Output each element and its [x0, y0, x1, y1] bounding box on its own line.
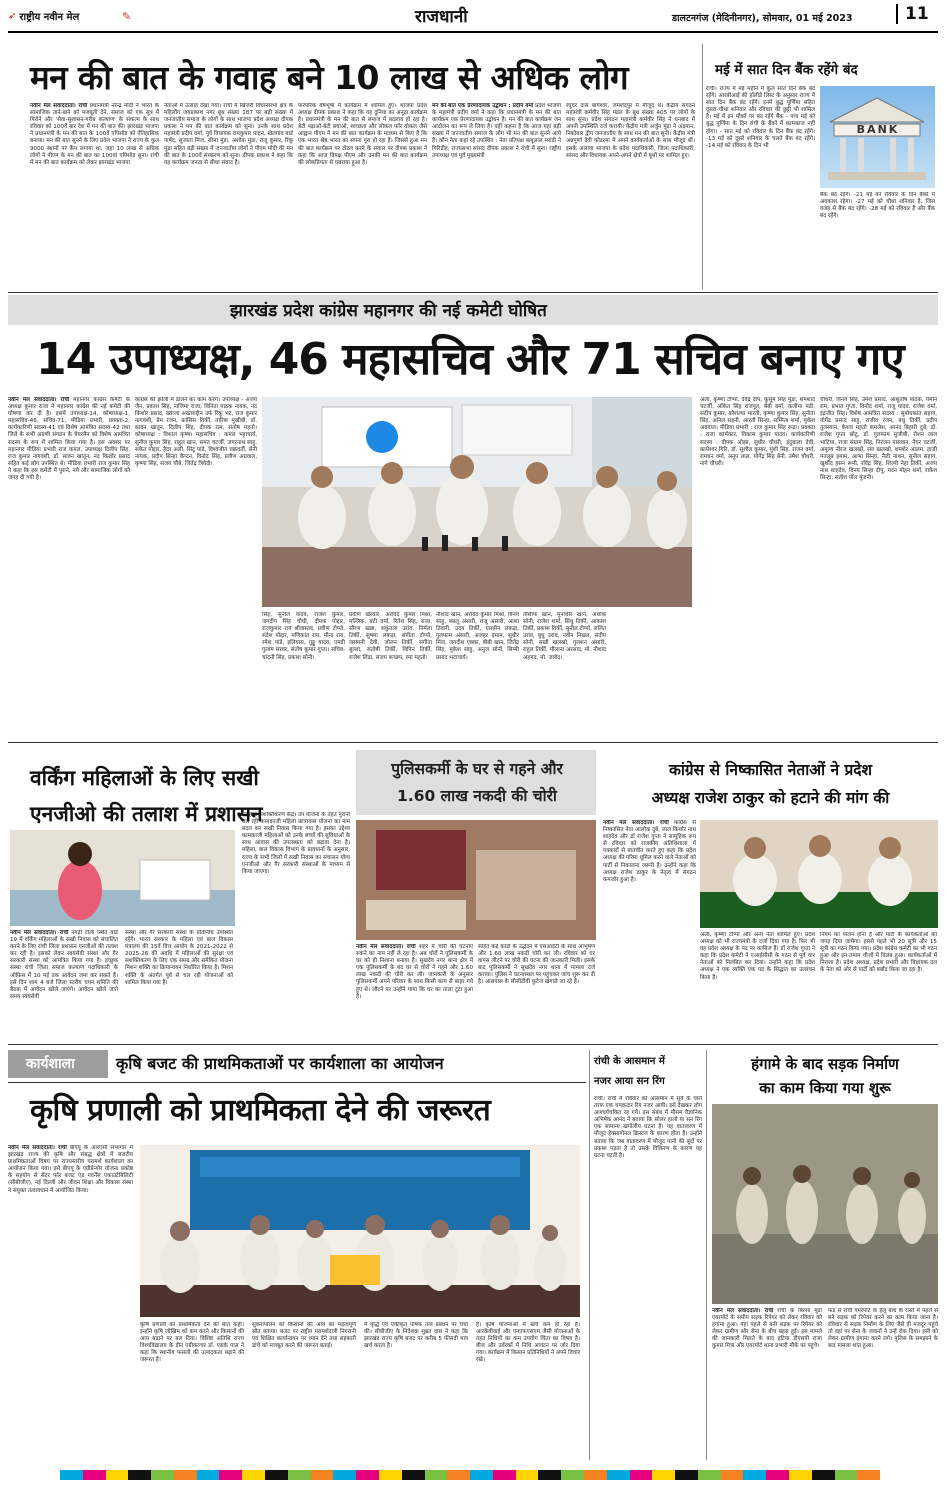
- road-headline: हंगामे के बाद सड़क निर्माण का काम किया गया शुरू: [751, 1055, 899, 1097]
- bank-building-icon: [820, 86, 935, 188]
- page-number: 11: [896, 4, 929, 24]
- bank-sign: BANK: [856, 123, 900, 136]
- bank-col-1: रांची। राज्य में मई महीने में कुल सात दिन बैंक बंद रहेंगे। आरबीआई की हॉलीडे लिस्ट के अनुसार राज्य में सात दिन बैंक बंद रहेंगे। इनमें बुद्ध पूर्णिमा सहित दूसरा-चौथा शनिवार और रविवार की छुट्टी भी शामिल है। मई में इन मौकों पर बंद रहेंगे बैंक - पांच मई को बुद्ध पूर्णिमा के दिन रांची के बैंकों में कामकाज नहीं होगा। - सात मई को रविवार के दिन बैंक बंद रहेंगे। -13 मई को दूसरे शनिवार के चलते बैंक बंद रहेंगे। -14 मई को रविवार के दिन भी: [706, 86, 815, 149]
- congress-col-1: नवीन मेल संवाददाता। रांची महानगर कांग्रेस कमेटी के अध्यक्ष कुमार राजा ने महानगर कांग्रेस की नई कमेटी की घोषणा कर दी है। इसमें उपाध्यक्ष-14, कोषाध्यक्ष-1, महासचिव-46, सचिव-71, मीडिया प्रभारी, प्रवक्ता-2, कार्यकारिणी सदस्य-41 एवं विशेष आमंत्रित सदस्य-42 तथा जिले के सभी अग्रणी संगठन के चेयरमैन को विशेष आमंत्रित सदस्य के रूप में शामिल किया गया है। इस अवसर पर महानगर मीडिया प्रभारी राज कमल, उपाध्यक्ष दिलीप सिंह, राज कुमार नागवंशी, डॉ. सावन खातून, नंद किशोर प्रसाद सहित कई लोग उपस्थित थे। मीडिया प्रभारी राज कुमार सिंह ने कहा कि इस कमेटी में पुराने, नये और सामाजिक लोगों को जगह दी गयी है।: [8, 397, 130, 482]
- color-swatch: [789, 1470, 812, 1480]
- ring-headline: रांची के आसमान में नजर आया सन रिंग: [594, 1056, 665, 1087]
- color-swatch: [333, 1470, 356, 1480]
- color-swatch: [857, 1470, 880, 1480]
- bank-photo: [820, 86, 935, 188]
- congress-press-photo: [262, 397, 692, 607]
- bank-col-2: बैंक बंद रहेंगे। -21 मई को रविवार के दिन बैंकों में अवकाश रहेगा। -27 मई को चौथा शनिवार है, जिस वजह से बैंक बंद रहेंगे। -28 मई को रविवार है और बैंक बंद रहेंगे।: [820, 192, 935, 220]
- masthead-text: राष्ट्रीय नवीन मेल: [19, 12, 80, 23]
- color-swatch: [516, 1470, 539, 1480]
- section-title: राजधानी: [415, 7, 468, 27]
- road-photo: [712, 1104, 938, 1304]
- color-swatch: [379, 1470, 402, 1480]
- agri-col-4: में वृद्धि एवं एकीकृत पोषक तत्व प्रबंधन पर चर्चा की। सीबीजीए के निदेशक सुब्रत दास ने कहा कि झारखंड राज्य कृषि बजट पर करीब 5 फीसदी मात्र खर्च करता है।: [364, 1322, 468, 1350]
- color-swatch: [242, 1470, 265, 1480]
- color-swatch: [60, 1470, 83, 1480]
- color-strip: [60, 1470, 880, 1480]
- color-swatch: [83, 1470, 106, 1480]
- color-swatch: [652, 1470, 675, 1480]
- lead-col-5: रघुवर दास बागेश्वर, जमशेदपुर में मौजूद थे। केंद्रीय संगठन महामंत्री कर्मवीर सिंह मंडल के बूथ संख्या 405 पर लोगों के साथ सुना। प्रदेश संगठन महामंत्री कर्मवीर सिंह ने धनबाद में अपनी उपस्थिति दर्ज करायी। केंद्रीय मंत्री अर्जुन मुंडा ने अंडमान, निकोबार द्वीप जनजातीय के साथ मन की बात सुनी। केंद्रीय मंत्री अन्नपूर्णा देवी कोडरमा में अपने कार्यकर्ताओं के साथ मौजूद थीं। इसके अलावा भाजपा के प्रदेश पदाधिकारी, जिला पदाधिकारी, सांसद और विधायक अपने-अपने क्षेत्रों में बूथों पर शामिल हुए।: [566, 103, 695, 159]
- color-swatch: [265, 1470, 288, 1480]
- masthead: [8, 9, 79, 23]
- color-swatch: [425, 1470, 448, 1480]
- women-headline: वर्किंग महिलाओं के लिए सखी एनजीओ की तलाश में प्रशासन: [30, 766, 263, 826]
- color-swatch: [835, 1470, 858, 1480]
- expelled-headline: कांग्रेस से निष्कासित नेताओं ने प्रदेश अध्यक्ष राजेश ठाकुर को हटाने की मांग की: [651, 761, 890, 807]
- lead-headline: मन की बात के गवाह बने 10 लाख से अधिक लोग: [30, 58, 629, 97]
- lead-subhead: मन की बात एक प्रेरणादायक उद्बोधन : प्रदीप वर्मा: [432, 103, 534, 109]
- color-swatch: [766, 1470, 789, 1480]
- color-swatch: [128, 1470, 151, 1480]
- ring-col-1: रांची। रांची में रविवार को आसमान में सूर्य के चारों तरफ एक चमकदार रिंग नजर आयी। इसे देखकर लोग आश्चर्यचकित रह गये। इस संबंध में मौसम वैज्ञानिक अभिषेक आनंद ने बताया कि सोलर हालो या सन रिंग एक सामान्य खगोलीय घटना है। यह वातावरण में मौजूद हेक्सागोनल क्रिस्टल के कारण होता है। उन्होंने बताया कि जब वातावरण में मौजूद पानी की बूंदों पर प्रकाश पड़ता है तो उसके विकिरण के कारण यह घटना घटती है।: [594, 1096, 702, 1159]
- congress-col-7: अली, कृष्णा टोप्पो, देवेंद्र दीप, कुसुम सिंह मुंडा, शमशाद चटर्जी, अंकित सिंह राजपूत, बेबी बर्मा, कलीमा मंडी, संदीप कुमार, कौशल्या भारती, कृष्णा कुमार सिंह, सुनीता सिंह, अनिल सहनी, आरती सिन्हा, सम्मिता शर्मा, मुकेश अग्रवाल। मीडिया प्रभारी : राज कुमार सिंह रूढ़ा। प्रवक्ता : राजा कार्मकार, विकास कुमार यादव। कार्यकारिणी सदस्य : दीपक ओझा, सुधीर चौधरी, इंदुबाला देवी, कामेश्वर गिरि, डॉ. सुशील कुमार, मुंशी सिंह, राजन वर्मा, रामधन वर्मा, अनूप लाल, योगेंद्र सिंह बेनी, उमेश चौधरी, नागे चौधरी।: [700, 397, 815, 467]
- lead-col-4: मन की बात एक प्रेरणादायक उद्बोधन : प्रदीप वर्मा प्रदेश भाजपा के महामंत्री प्रदीप वर्मा ने कहा कि प्रधानमंत्री के मन की बात कार्यक्रम एक प्रेरणादायक उद्बोधन है। मन की बात कार्यक्रम जन आंदोलन का रूप ले लिया है। वहीं कहना है कि आज यहां बड़ी संख्या में जनजातीय समाज के लोग भी मन की बात सुनने आये हैं। कौन नेता कहां रहे उपस्थित : नेता प्रतिपक्ष बाबूलाल मरांडी ने गिरिडीह, राज्यसभा सांसद दीपक प्रकाश ने रांची में सुना। राष्ट्रीय उपाध्यक्ष एवं पूर्व मुख्यमंत्री: [432, 103, 561, 159]
- expelled-col-3: नियम का पालन होना है और पार्टी के कार्यकर्ताओं को जगह दिया जायेगा। इससे पहले भी 20 सूत्री और 15 सूत्री का गठन किया गया। प्रदेश कांग्रेस कमेटी का भी गठन हुआ और इन तमाम चीजों में विलंब हुआ। कार्यकर्ताओं में निराशा है। प्रदेश अध्यक्ष, प्रदेश प्रभारी और विधायक दल के नेता को ओर से पार्टी को बर्बाद किया जा रहा है।: [820, 932, 937, 974]
- color-swatch: [174, 1470, 197, 1480]
- color-swatch: [311, 1470, 334, 1480]
- agri-kicker: कृषि बजट की प्राथमिकताओं पर कार्यशाला का आयोजन: [116, 1054, 444, 1073]
- expelled-col-2: अली, कृष्णा टोप्पो और अन्य नेता शामिल हुए। प्रदेश अध्यक्ष को भी राज्यमंत्री के दर्जा दिया गया है। फिर भी वह प्रदेश अध्यक्ष के पद पर काबिज हैं। डॉ राजेश गुप्ता ने कहा कि प्रदेश कमेटी ने एआईसीसी के गठन से पूर्व चार नेताओं को निलंबित कर दिया। उन्होंने कहा कि प्रदेश अध्यक्ष ने एक व्यक्ति एक पद के सिद्धांत का उल्लंघन किया है।: [700, 932, 815, 981]
- road-col-2: फंड से रांची एयरपोर्ट के हेलू बांध के रास्ते में पहले से बने सड़क को रिपेयर करने का काम किया जाना है। रविवार से सड़क निर्माण के लिए जैसे ही मजदूर पहुंचे तो वहां पर सेना के जवानों ने उन्हें रोक दिया। इसी को लेकर ग्रामीण हंगामा करने लगे। पुलिस के समझाने के बाद मामला शांत हुआ।: [828, 1308, 938, 1350]
- color-swatch: [447, 1470, 470, 1480]
- congress-col-2: कांग्रेस की झोली में डालने का काम करेंगे। उपाध्यक्ष - अजय जैन, प्रकाश सिंह, नाजिमा राजा, विनिता पाठक नायक, नंद किशोर प्रसाद, ख्वाजा अख्तरुद्दीन उर्फ रिंकू भट, राज कुमार नागवंशी, प्रेम रंजन, फ्रांसिस तिर्की, तारिक मुखीबी, डॉ. सावन खातून, दिलीप सिंह, दीपक राम, संतोष महतो। कोषाध्यक्ष : विशाल कृष्ण। महासचिव : कमल भट्टाचार्य, सुनील कुमार सिंह, राहुल खान, समत चटर्जी, जगरनाथ साहु, सकेत पोद्दार, हैदर अली, सिंटू पांडे, विश्वजीत चक्रवर्ती, सेनी नायक, प्रदीप सिन्हा कैप्टन, विनोद सिंह, प्रवीण अग्रवाल, कृष्णा सिंह, संजय चौबे, जितेंद्र त्रिवेदी।: [135, 397, 257, 467]
- agri-col-2: कृषि प्रणाली को प्राथमिकता देने की बात कही। इन्होंने कृषि जोखिम को कम करने और किसानों की आय बढ़ाने पर बल दिया। विशिष्ट अतिथि राज्य विश्वविद्यालय के डीन एग्रीकल्चर डॉ. एसके पाल ने कहा कि स्थानीय फसलों की उत्पादकता बढ़ाने की जरूरत है।: [140, 1322, 244, 1364]
- color-swatch: [197, 1470, 220, 1480]
- theft-headline: पुलिसकर्मी के घर से गहने और 1.60 लाख नकदी की चोरी: [391, 760, 563, 805]
- agri-tag: कार्यशाला: [26, 1056, 75, 1072]
- color-swatch: [561, 1470, 584, 1480]
- color-swatch: [630, 1470, 653, 1480]
- color-swatch: [470, 1470, 493, 1480]
- women-col-3: (महिला सशक्तिकरण केंद्र) उप योजना के तहत पुरानी चल रही कामकाजी महिला छात्रावास योजना का नाम बदल कर सखी निवास किया गया है। इसका उद्देश्य कामकाजी महिलाओं को उनके बच्चों की सुविधाओं के साथ आवास की उपलब्धता को बढ़ावा देना है। महिला, बाल विकास विभाग के प्रावधानों के अनुसार, राज्य के सभी जिलों में सखी निवास का संचालन योग्य एनजीओ और गैर सरकारी संस्थाओं के माध्यम से किया जाएगा।: [242, 812, 350, 875]
- expelled-col-1: नवीन मेल संवाददाता। रांची कांग्रेस से निष्कासित नेता आलोक दुबे, लाल किशोर नाथ शाहदेव और डॉ राजेश गुप्ता ने सामूहिक रूप से रविवार को राजकीय अतिथिशाला में पत्रकारों से बातचीत करते हुए कहा कि प्रदेश अध्यक्ष की गरिमा धूमिल करने वाले नेताओं को पार्टी से निकालना जरूरी है। उन्होंने कहा कि अध्यक्ष राजेश ठाकुर के नेतृत्व में संगठन कमजोर हुआ है।: [603, 820, 696, 883]
- color-swatch: [493, 1470, 516, 1480]
- expelled-photo: [700, 820, 938, 928]
- road-col-1: नवीन मेल संवाददाता। रांची रांची के बिरसा मुंडा एयरपोर्ट के समीप सड़क रिपेयर को लेकर रविवार को हंगामा हुआ। यहां पहले से बनी सड़क पर रिपेयर को लेकर ग्रामीण और सेना के बीच बहस हुई। इस मामले की जानकारी मिलते के बाद हटिया डीएसपी राजा कुमार मित्रा और एयरपोर्ट थाना प्रभारी मौके पर पहुंचे।: [712, 1308, 822, 1350]
- theft-col-2: सहित कई कांडों के उद्भेदन में एसआईटी के साथ आभूषण और 1.60 लाख नकदी चोरी कर ली। रविवार को घर वापस लौटने पर चोरी की घटना की जानकारी मिली। इसके बाद पुलिसकर्मी ने सुखदेव नगर थाना में मामला दर्ज कराया। पुलिस ने घटनास्थल पर पहुंचकर जांच शुरू कर दी है। आसपास के सीसीटीवी फुटेज खंगाले जा रहे हैं।: [478, 944, 595, 986]
- agri-col-3: सुकरापालन को किसानों की आय का महत्वपूर्ण स्रोत बताया। बजट पर राष्ट्रीय परामर्शदात्री निगरानी एवं शिक्षित कार्यान्वयन पर ध्यान देने तथा सहकारी ढांचे को मजबूत करने की जरूरत बताई।: [252, 1322, 356, 1350]
- color-swatch: [402, 1470, 425, 1480]
- theft-col-1: नवीन मेल संवाददाता। रांची शहर में चोरी की घटनाएं रुकने का नाम नहीं ले रहा है। अब चोरों ने पुलिसकर्मी के घर को ही निशाना बनाया है। सुखदेव नगर थाना क्षेत्र में एक पुलिसकर्मी के बंद घर से चोरों ने गहने और 1.60 लाख नकदी की चोरी कर ली। जानकारी के अनुसार पुलिसकर्मी अपने परिवार के साथ किसी काम से बाहर गये हुए थे। लौटने पर उन्होंने पाया कि घर का ताला टूटा हुआ है।: [356, 944, 473, 1000]
- color-swatch: [698, 1470, 721, 1480]
- congress-col-3: सिंह, सुनील यादव, राजेश कुमार, जगदीप सिंह चौधी, दीपक पोद्दार, राजकुमार राय श्रीवास्तव, प्रवीण टोप्पो, संदेश पोद्दार, मणिकांत राय, मीना राय, रमेश पांडे, इलियास, गुड्डू यादव, एमडी गुलाम सरवर, संतोष कुमार गुप्ता। सचिव- चांदनी सिंह, प्रकाश सोनी।: [262, 612, 345, 661]
- color-swatch: [106, 1470, 129, 1480]
- congress-col-8: चौधरी, विनय सिंह, उमेश प्रसाद, आशुतोष पाठक, यमीन राम, प्रभात गुप्ता, विनोद शर्मा, राजू यादव, राजेश वर्मा, इंद्रजीत सिंह। विशेष आमंत्रित सदस्य : सुबोधकांत सहाय, योगेंद्र प्रसाद साहु, राजीव रंजन, बंधु तिर्की, प्रदीप तुलस्यान, केशव महतो कमलेश, आनंद बिहारी दुबे, डॉ. राजेश गुप्ता छोटू, डॉ. गुलफाम मुजीबी, रोशन लाल भाटिया, राजा संग्राम सिंह, निरंजन पासवान, नैयर चटर्जी, अमूल्य नीरज खलखो, रमा खलखो, शमशेर आलम, हाजी मतलूब इमाम, आभा सिन्हा, नैली नाथन, सुनील सहाय, खुर्शीद हसन रूमी, रविंद्र सिंह, शिल्पी नेहा तिर्की, अजय नाथ शाहदेव, विनय सिन्हा दीपू, मदन मोहन शर्मा, राकेश सिन्हा, सतीश पॉल मुंजनी।: [820, 397, 937, 482]
- color-swatch: [607, 1470, 630, 1480]
- dateline: डालटनगंज (मेदिनीनगर), सोमवार, 01 मई 2023: [672, 13, 853, 24]
- lead-col-2: नेताओं में उत्साह देखा गया। रांची में खिजरी विधानसभा क्षेत्र के महिलौंग जयप्रकाश नगर बूथ संख्या 187 पर बड़ी संख्या में जनजातीय समाज के लोगों के साथ भाजपा प्रदेश अध्यक्ष दीपक प्रकाश ने मन की बात कार्यक्रम को सुना। उनके साथ प्रदेश महामंत्री प्रदीप वर्मा, पूर्व विधायक रामकुमार पाहन, खेलगांव वार्ड पार्षद, सुजाता मिंज, सीमा मुंडा, अशोक मुंडा, राजू कुमार, रिंकू मुंडा सहित बड़ी संख्या में जनजातीय लोगों ने पीएम मोदी की मन की बात के 100वें संस्करण को सुना। दीपक प्रकाश ने कहा कि यह कार्यक्रम जनता से सीधा संवाद है।: [164, 103, 293, 166]
- pen-icon: ✎: [122, 10, 132, 23]
- agri-col-5-text: है। कृषि योजनाओं में खर्च कम हो रहा है। आरकेवीवाई और एनएफएसएम जैसी योजनाओं के तहत निधियों का कम उपयोग चिंता का विषय है। बीज और उर्वरकों में निधि आवंटन पर जोर दिया गया। कार्यक्रम में किसान प्रतिनिधियों ने अपने विचार रखे।: [476, 1322, 580, 1364]
- congress-col-5: नौशाद खान, अरविंद कुमार मिश्रा, विनय साहु, बबलू अंसारी, राजू अंसारी, आशा तिवारी, उदय तिर्की, एलबीन लकड़ा, गुलफाम अंसारी, अजहर इमाम, सुधीर मिंज, जगदीश एक्का, बीबी खान, जितेंद्र सिंह, मुकेश साहु, अनुज सोनी, सिम्मी प्रसाद भटाचार्य।: [436, 612, 519, 661]
- color-swatch: [219, 1470, 242, 1480]
- congress-headline: 14 उपाध्यक्ष, 46 महासचिव और 71 सचिव बनाए गए: [36, 334, 904, 385]
- women-col-1: नवीन मेल संवाददाता। रांची नगड़ी टोली स्थित वार्ड 19 में वर्किंग महिलाओं के सखी निवास को संचालित करने के लिए रांची जिला प्रशासन एनजीओ की तलाश कर रही है। इसको लेकर स्वयंसेवी संस्था और गैर सरकारी संस्था को आमंत्रित किया गया है। इच्छुक संस्था रांची जिला समाज कल्याण पदाधिकारी के ऑफिस में 10 मई तक आवेदन जमा कर सकते हैं। इसे दिन शाम 4 बजे जिला स्तरीय चयन समिति की बैठक में आवेदन खोले जाएंगे। आवेदन खोले जाते समय स्वयंसेवी: [10, 930, 118, 1000]
- agri-col-1: नवीन मेल संवाददाता। रांची बीएयू के आरएसी सभागार में झारखंड राज्य की कृषि और संबद्ध क्षेत्रों में बजटीय प्राथमिकताओं विषय पर राज्यस्तरीय परामर्श कार्यशाला का आयोजन किया गया। इसे बीएयू के एग्रीप्रेन्योर योजना प्रकोष्ठ के सहयोग से सेंटर फॉर बजट एंड गवर्नेंस एकाउंटेबिलिटी (सीबीजीए), नई दिल्ली और जीवन शिक्षा और विकास संस्था ने संयुक्त तत्वावधान में आयोजित किया।: [8, 1145, 133, 1194]
- bank-headline: मई में सात दिन बैंक रहेंगे बंद: [715, 62, 858, 78]
- theft-photo: [356, 820, 596, 940]
- color-swatch: [538, 1470, 561, 1480]
- agri-headline: कृषि प्रणाली को प्राथमिकता देने की जरूरत: [30, 1093, 491, 1128]
- color-swatch: [721, 1470, 744, 1480]
- color-swatch: [675, 1470, 698, 1480]
- color-swatch: [151, 1470, 174, 1480]
- agri-photo: [140, 1145, 580, 1317]
- congress-kicker: झारखंड प्रदेश कांग्रेस महानगर की नई कमेटी घोषित: [230, 301, 547, 321]
- women-photo: [10, 830, 235, 926]
- color-swatch: [356, 1470, 379, 1480]
- women-col-2: संस्था और गैर सरकारी संस्था के प्रतिनिधि उपस्थित रहेंगे। भारत सरकार के महिला एवं बाल विकास मंत्रालय की 15वें वित्त आयोग के 2021-2022 से 2025-26 की अवधि में महिलाओं की सुरक्षा एवं सशक्तिकरण के लिए एक समग्र और समेकित योजना मिशन शक्ति का क्रियान्वयन निर्धारित किया है। मिशन शक्ति के अंतर्गत पूर्व से चल रही योजनाओं को शामिल किया गया है।: [125, 930, 233, 986]
- color-swatch: [743, 1470, 766, 1480]
- lead-col-1: नवीन मेल संवाददाता। रांची प्रधानमंत्री नरेन्द्र मोदी ने भारत के सामाजिक ताने-बाने को मजबूती देने, समाज को एक सूत्र में पिरोने और 'सेवा-सुशासन-गरीब कल्याण' के संकल्प के साथ रविवार को 100वें बार देश में मन की बात की। झारखंड भाजपा ने प्रधानमंत्री के मन की बात के 100वें एपिसोड को ऐतिहासिक बनाया। मन की बात सुनने के लिए प्रदेश भाजपा ने राज्य के कुल 9000 स्थानों पर कैंप लगाया था, जहां 10 लाख से अधिक लोगों ने पीएम के मन की बात का 100वां एपिसोड सुना। रांची में मन की बात कार्यक्रम को लेकर झारखंड भाजपा: [30, 103, 159, 166]
- lead-col-3: पारंपरिक वेषभूषा में कार्यक्रम में शामिल हुए। भाजपा प्रदेश अध्यक्ष दीपक प्रकाश ने कहा कि यह दुनिया का अनूठा कार्यक्रम है। प्रधानमंत्री के मन की बात से समाज में बदलाव हो रहा है। बेटी पढ़ाओ-बेटी बचाओ, स्वच्छता और लोकल फॉर वोकल जैसे आह्वान पीएम ने मन की बात कार्यक्रम के माध्यम से किए हैं कि एक भारत श्रेष्ठ भारत का सपना पूरा हो रहा है। जिससे हुआ मन की बात कार्यक्रम पर टोटल करने के सवाल पर दीपक प्रकाश ने कहा कि आज विपक्ष पीएम और उनकी मन की बात कार्यक्रम की लोकप्रियता से घबराया हुआ है।: [298, 103, 427, 166]
- bird-logo-icon: ➶: [8, 10, 17, 22]
- color-swatch: [812, 1470, 835, 1480]
- congress-col-6: तौसीफ खान, मुनव्वीर खान, अशोक सोनी, राजेश शर्मा, सिंधु तिर्की, आकाश तिर्की, प्रकाश तिर्की, सुनील टोप्पो, ललित उरांव, बुधु उरांव, नवीन निखल, संदीप सोनी, सखी खलखो, गुलशन अंसारी, राहुल तिर्की, मौलाना अरसाद, मो. नौशाद अहमद, मो. जावेद।: [523, 612, 606, 661]
- color-swatch: [288, 1470, 311, 1480]
- congress-col-4: प्रवीण खेरवार, अरविंद कुमार मिश्रा, मल्लिक, बंटी वर्मा, रितेश सिंह, राजा, सौरभ खन्ना, शकुंतला उरांव, निर्मला तिर्की, सुषमा लकड़ा, संगीता टोप्पो, जसमनी देवी, जोलन तिर्की, संगीता बुल्ला, संतोषी तिर्की, विपिन तिर्की, राजेश लिंडा, संजय कच्छप, रमा महतो।: [349, 612, 432, 661]
- color-swatch: [584, 1470, 607, 1480]
